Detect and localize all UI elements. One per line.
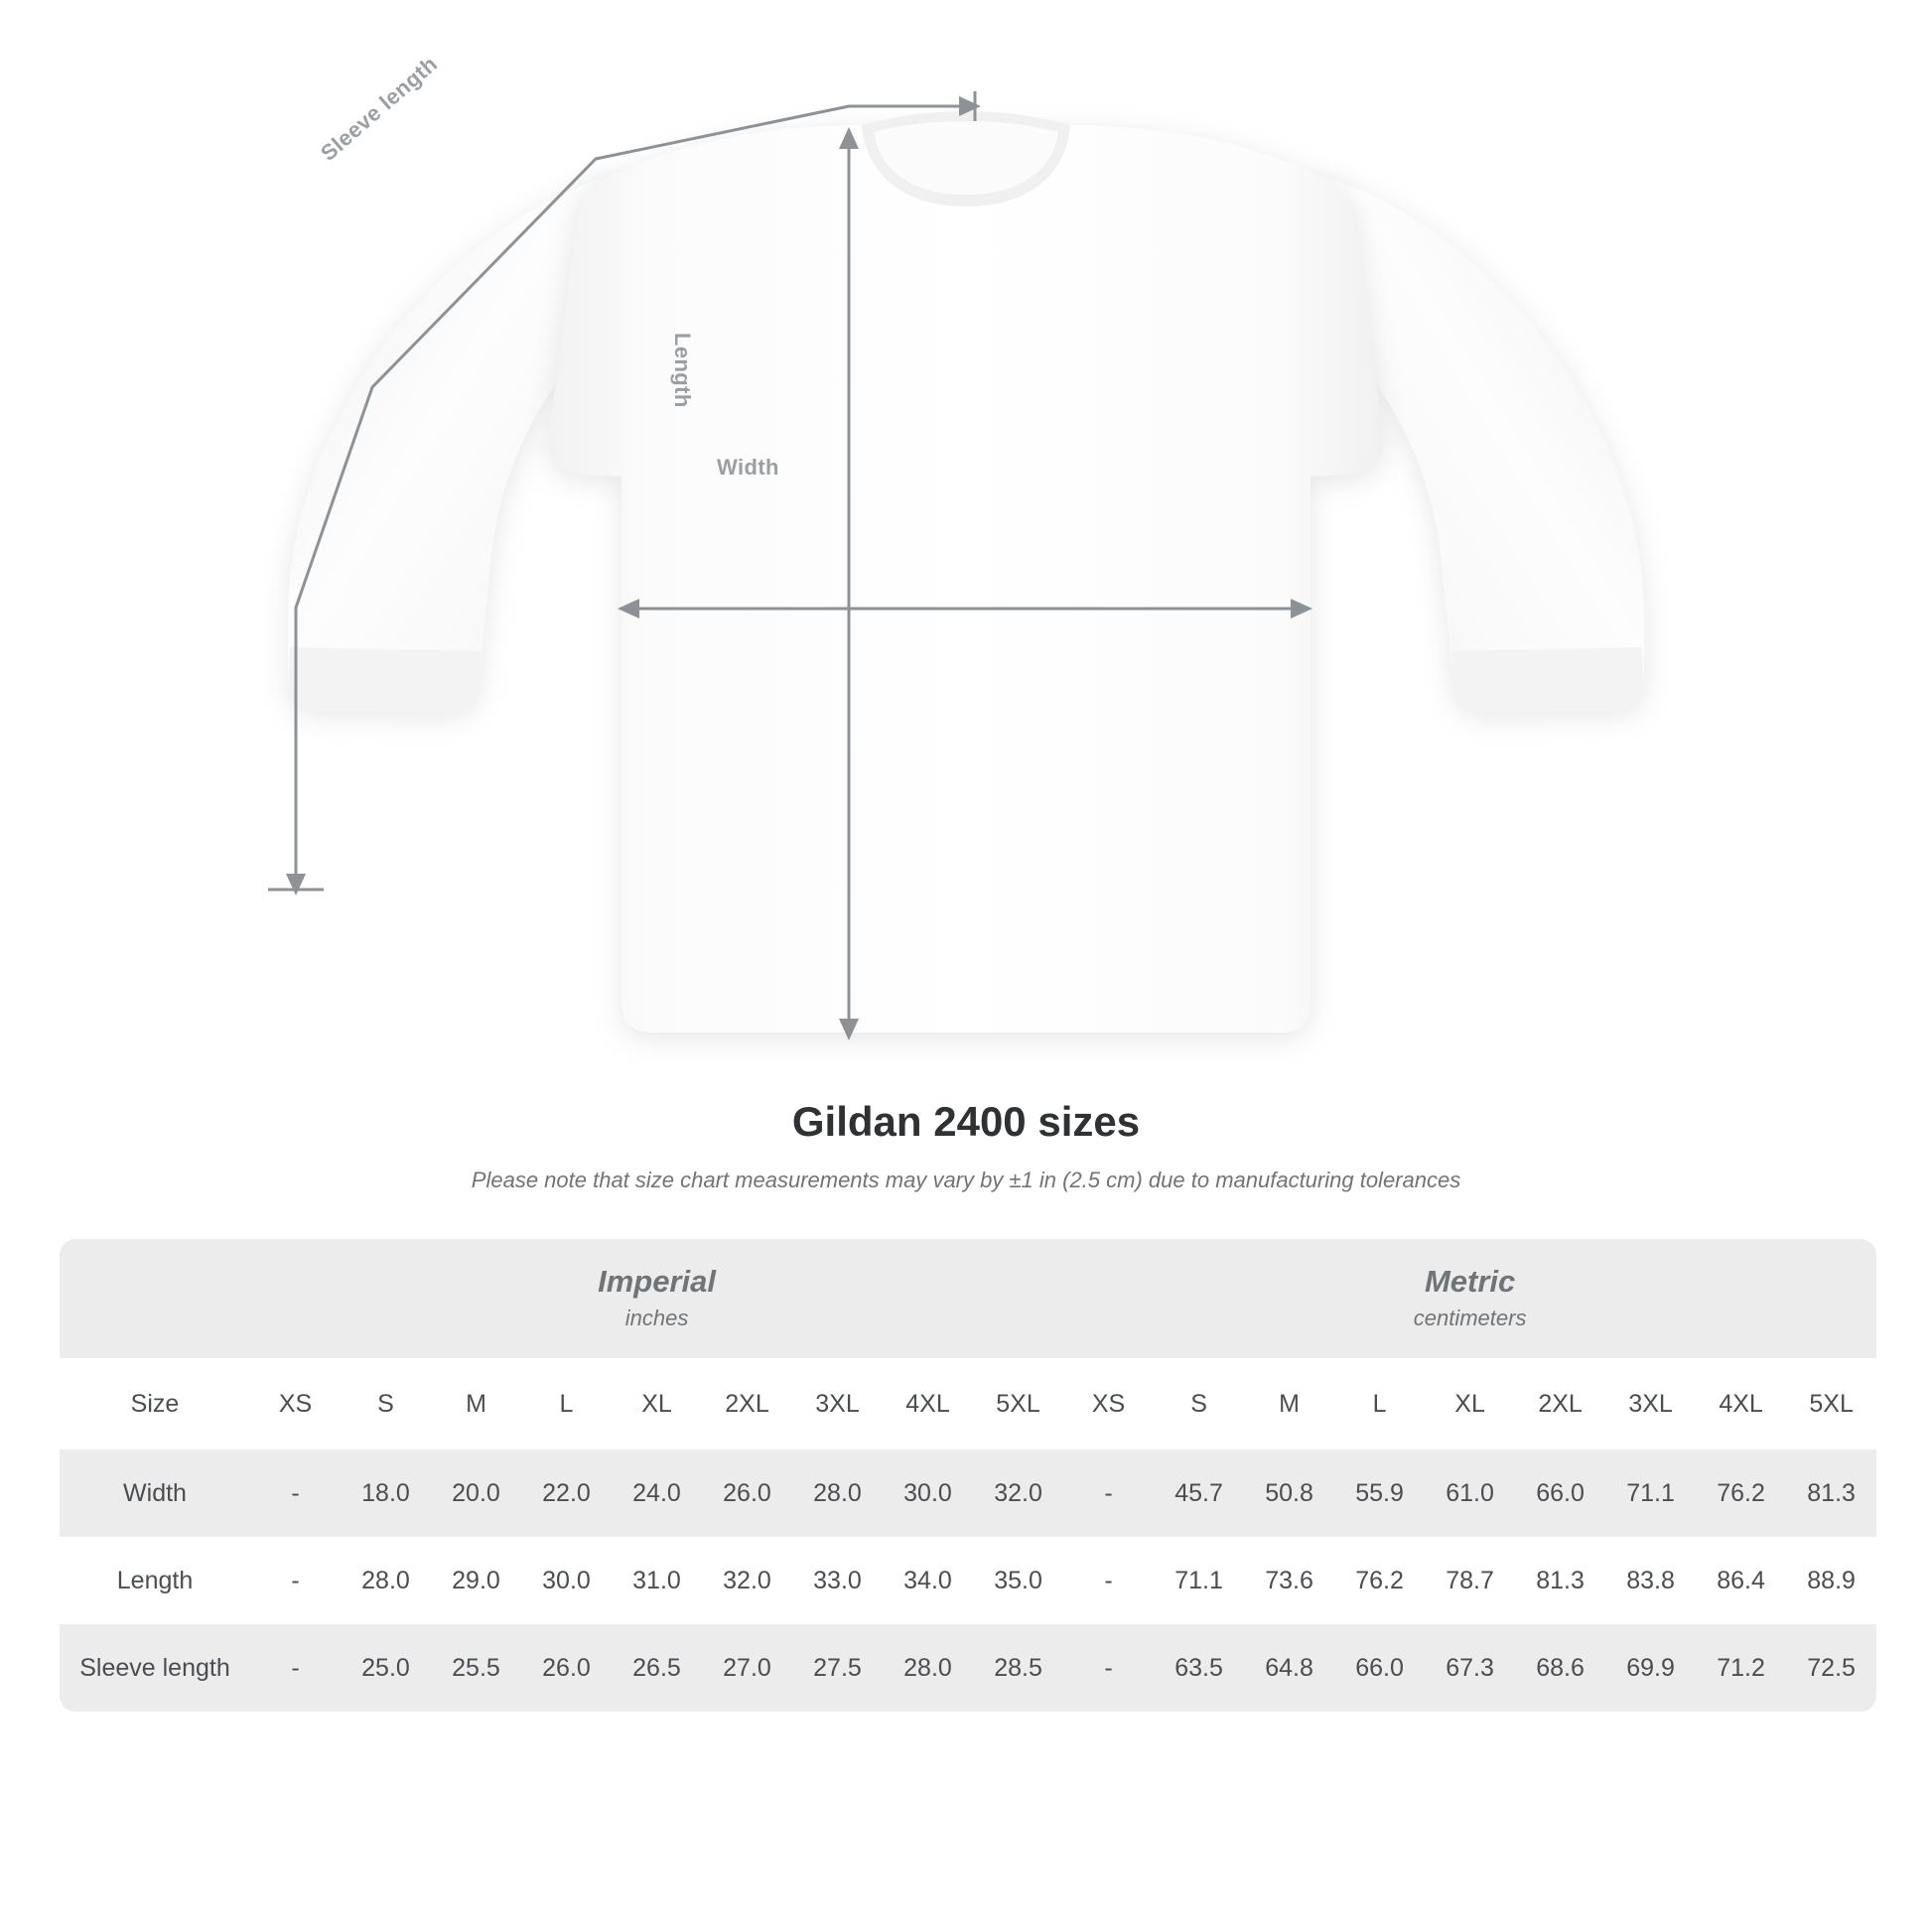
header-imperial-xl: XL [612,1358,702,1449]
cell-sleeve-metric-xl: 67.3 [1425,1624,1515,1712]
cell-length-metric-4xl: 86.4 [1696,1537,1786,1624]
cell-length-metric-5xl: 88.9 [1786,1537,1876,1624]
cell-length-metric-xl: 78.7 [1425,1537,1515,1624]
header-imperial-xs: XS [250,1358,341,1449]
row-label-length: Length [60,1537,250,1624]
header-imperial-5xl: 5XL [973,1358,1063,1449]
header-imperial-2xl: 2XL [702,1358,792,1449]
cell-width-metric-xs: - [1063,1449,1154,1537]
width-label: Width [717,455,779,480]
cell-width-metric-xl: 61.0 [1425,1449,1515,1537]
cell-width-metric-m: 50.8 [1244,1449,1334,1537]
header-size: Size [60,1358,250,1449]
cell-width-metric-2xl: 66.0 [1515,1449,1605,1537]
cell-sleeve-imperial-5xl: 28.5 [973,1624,1063,1712]
cell-width-imperial-l: 22.0 [521,1449,612,1537]
cell-length-metric-s: 71.1 [1154,1537,1244,1624]
header-metric-m: M [1244,1358,1334,1449]
cell-length-imperial-3xl: 33.0 [792,1537,883,1624]
cell-length-imperial-5xl: 35.0 [973,1537,1063,1624]
cell-width-imperial-m: 20.0 [431,1449,521,1537]
cell-sleeve-metric-4xl: 71.2 [1696,1624,1786,1712]
cell-length-metric-2xl: 81.3 [1515,1537,1605,1624]
unit-metric-sub: centimeters [1413,1305,1527,1330]
cell-length-imperial-2xl: 32.0 [702,1537,792,1624]
header-imperial-3xl: 3XL [792,1358,883,1449]
cell-sleeve-metric-5xl: 72.5 [1786,1624,1876,1712]
tolerance-note: Please note that size chart measurements may vary by ±1 in (2.5 cm) due to manufacturing tolerances [471,1168,1461,1192]
cell-width-metric-5xl: 81.3 [1786,1449,1876,1537]
cell-length-imperial-l: 30.0 [521,1537,612,1624]
cell-width-imperial-5xl: 32.0 [973,1449,1063,1537]
header-imperial-4xl: 4XL [883,1358,973,1449]
cell-width-imperial-xs: - [250,1449,341,1537]
cell-sleeve-imperial-l: 26.0 [521,1624,612,1712]
cell-sleeve-metric-l: 66.0 [1334,1624,1425,1712]
cell-length-metric-xs: - [1063,1537,1154,1624]
unit-spacer-cell [60,1239,250,1358]
cell-width-imperial-s: 18.0 [341,1449,431,1537]
cell-sleeve-imperial-m: 25.5 [431,1624,521,1712]
unit-imperial-title: Imperial [598,1264,716,1300]
header-metric-xs: XS [1063,1358,1154,1449]
cell-sleeve-metric-m: 64.8 [1244,1624,1334,1712]
cell-sleeve-imperial-xl: 26.5 [612,1624,702,1712]
cell-length-imperial-xl: 31.0 [612,1537,702,1624]
cell-width-imperial-xl: 24.0 [612,1449,702,1537]
size-header-row [60,1358,1876,1449]
table-row [60,1624,1876,1712]
header-metric-l: L [1334,1358,1425,1449]
cell-width-metric-s: 45.7 [1154,1449,1244,1537]
cell-length-metric-3xl: 83.8 [1605,1537,1696,1624]
cell-sleeve-imperial-s: 25.0 [341,1624,431,1712]
cell-sleeve-metric-2xl: 68.6 [1515,1624,1605,1712]
cell-sleeve-imperial-xs: - [250,1624,341,1712]
size-table [60,1239,1876,1712]
unit-header-row [60,1239,1876,1358]
cell-width-metric-4xl: 76.2 [1696,1449,1786,1537]
cell-length-imperial-4xl: 34.0 [883,1537,973,1624]
cell-length-metric-m: 73.6 [1244,1537,1334,1624]
length-label: Length [670,333,695,408]
unit-metric-title: Metric [1424,1264,1516,1300]
row-label-width: Width [60,1449,250,1537]
unit-imperial-cell [250,1239,1063,1358]
header-imperial-m: M [431,1358,521,1449]
cell-width-imperial-4xl: 30.0 [883,1449,973,1537]
cell-width-imperial-3xl: 28.0 [792,1449,883,1537]
page-title: Gildan 2400 sizes [791,1098,1141,1145]
cell-sleeve-metric-xs: - [1063,1624,1154,1712]
unit-imperial-sub: inches [624,1305,689,1330]
cell-sleeve-imperial-3xl: 27.5 [792,1624,883,1712]
cell-length-imperial-xs: - [250,1537,341,1624]
header-metric-3xl: 3XL [1605,1358,1696,1449]
size-table-wrapper [60,1239,1872,1712]
cell-sleeve-metric-s: 63.5 [1154,1624,1244,1712]
sleeve-length-label: Sleeve length [316,51,443,166]
header-metric-5xl: 5XL [1786,1358,1876,1449]
table-row [60,1537,1876,1624]
cell-sleeve-imperial-2xl: 27.0 [702,1624,792,1712]
table-row [60,1449,1876,1537]
cell-length-imperial-s: 28.0 [341,1537,431,1624]
header-metric-xl: XL [1425,1358,1515,1449]
cell-width-metric-l: 55.9 [1334,1449,1425,1537]
row-label-sleeve-length: Sleeve length [60,1624,250,1712]
cell-sleeve-metric-3xl: 69.9 [1605,1624,1696,1712]
header-imperial-l: L [521,1358,612,1449]
cell-width-imperial-2xl: 26.0 [702,1449,792,1537]
header-imperial-s: S [341,1358,431,1449]
cell-width-metric-3xl: 71.1 [1605,1449,1696,1537]
header-metric-4xl: 4XL [1696,1358,1786,1449]
header-metric-2xl: 2XL [1515,1358,1605,1449]
header-metric-s: S [1154,1358,1244,1449]
cell-sleeve-imperial-4xl: 28.0 [883,1624,973,1712]
cell-length-metric-l: 76.2 [1334,1537,1425,1624]
cell-length-imperial-m: 29.0 [431,1537,521,1624]
unit-metric-cell [1063,1239,1876,1358]
